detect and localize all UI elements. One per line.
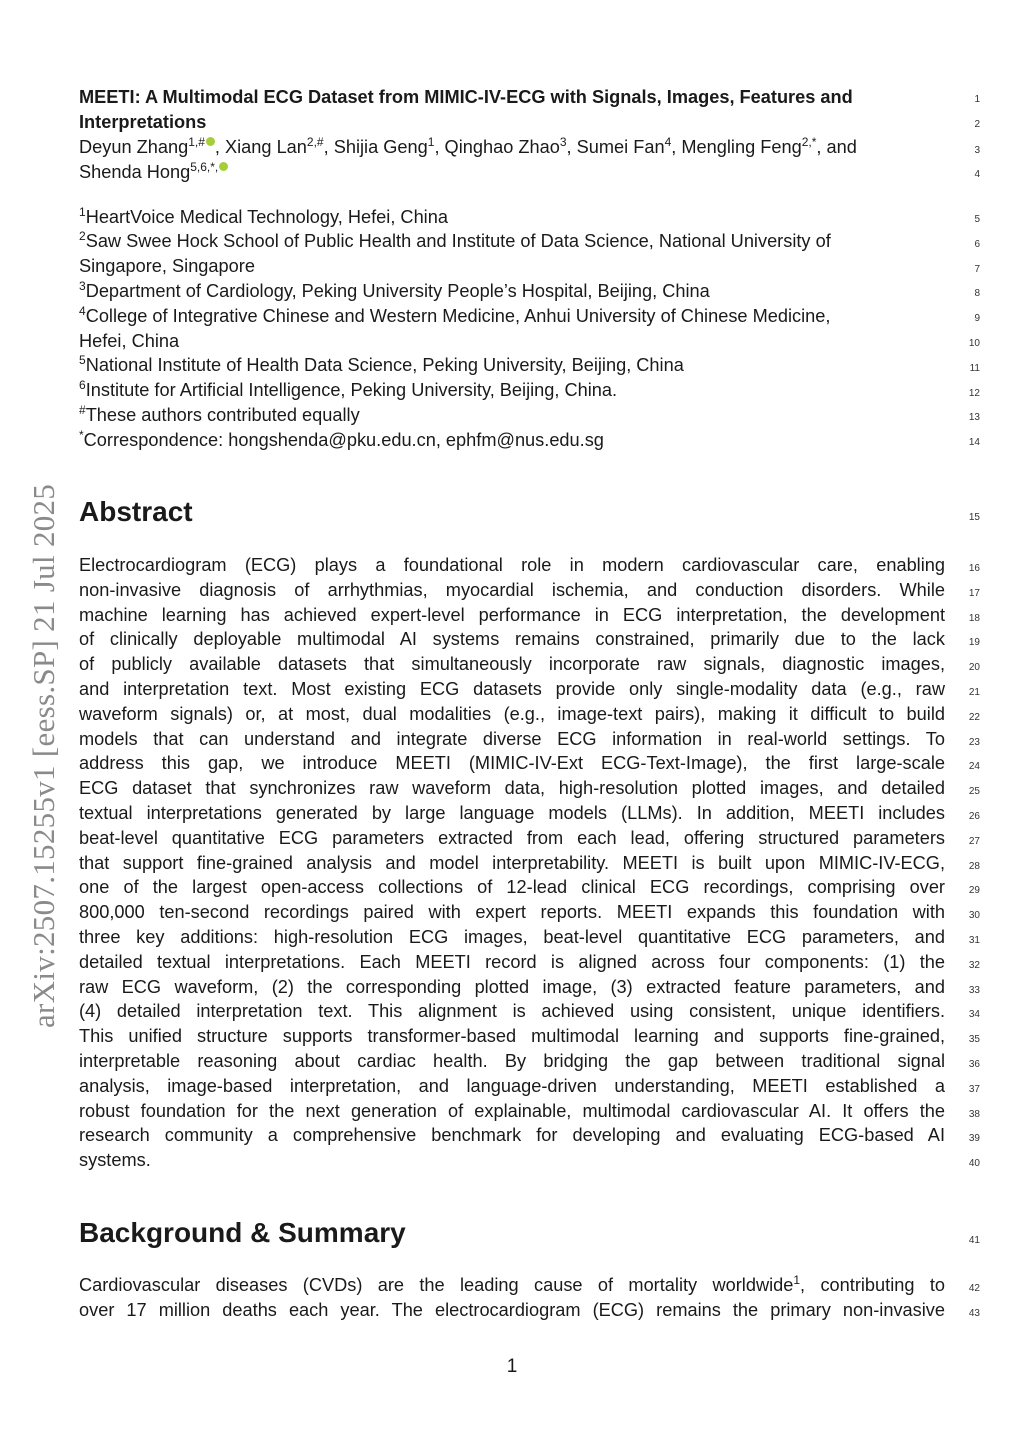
line-number: 28: [968, 860, 980, 872]
arxiv-stamp: arXiv:2507.15255v1 [eess.SP] 21 Jul 2025: [26, 483, 61, 1028]
paper-title-line: Interpretations: [79, 112, 207, 132]
abstract-line: beat-level quantitative ECG parameters extracted from each lead, offering structured parameters: [79, 827, 945, 848]
text-run: Department of Cardiology, Peking University People’s Hospital, Beijing, China: [85, 280, 710, 301]
line-number: 23: [968, 736, 980, 748]
line-number: 22: [968, 711, 980, 723]
abstract-line: detailed textual interpretations. Each MEETI record is aligned across four components: (1) the: [79, 951, 945, 972]
text-run: National Institute of Health Data Science, Peking University, Beijing, China: [85, 355, 684, 376]
line-number: 42: [968, 1283, 980, 1294]
superscript: 5,6,*,: [190, 160, 219, 174]
line-number: 40: [968, 1158, 980, 1170]
text-run: College of Integrative Chinese and Western Medicine, Anhui University of Chinese Medicine,: [85, 305, 831, 326]
abstract-line: robust foundation for the next generation of explainable, multimodal cardiovascular AI. It offers the: [79, 1100, 945, 1121]
abstract-line: This unified structure supports transformer-based multimodal learning and supports fine-grained,: [79, 1026, 945, 1047]
affiliation-line: [79, 428, 945, 453]
line-number: 25: [968, 786, 980, 798]
superscript: 5: [79, 353, 86, 368]
abstract-line: machine learning has achieved expert-level performance in ECG interpretation, the development: [79, 604, 945, 625]
line-number: 36: [968, 1059, 980, 1070]
line-number: 19: [968, 637, 980, 649]
line-number: 39: [968, 1133, 980, 1145]
abstract-heading: Abstract: [79, 496, 193, 527]
line-number: 12: [968, 387, 980, 399]
line-number: 43: [968, 1308, 980, 1319]
affiliation-line: [79, 403, 945, 428]
line-number: 26: [968, 811, 980, 822]
superscript: 2,*: [801, 135, 817, 149]
line-number: 15: [968, 512, 980, 523]
text-run: Cardiovascular diseases (CVDs) are the leading cause of mortality worldwide: [79, 1275, 794, 1295]
line-number: 16: [968, 563, 980, 574]
superscript: 4: [79, 303, 86, 318]
text-run: Shenda Hong: [79, 162, 191, 182]
affiliation-line: [79, 229, 945, 254]
text-run: Institute for Artificial Intelligence, Peking University, Beijing, China.: [85, 380, 618, 401]
line-number: 14: [968, 437, 980, 449]
abstract-line: systems.: [79, 1150, 151, 1171]
line-number: 9: [974, 313, 980, 325]
line-number: 20: [968, 662, 980, 674]
line-number: 6: [974, 238, 980, 250]
line-number: 32: [968, 959, 980, 971]
abstract-line: Electrocardiogram (ECG) plays a foundational role in modern cardiovascular care, enabling: [79, 555, 945, 575]
superscript: #: [79, 402, 86, 417]
affiliation-line: [79, 378, 945, 403]
text-run: , Qinghao Zhao: [434, 137, 560, 157]
text-run: , contributing to: [800, 1275, 945, 1295]
line-number: 8: [974, 288, 980, 300]
line-number: 27: [968, 835, 980, 847]
text-run: Deyun Zhang: [79, 137, 189, 157]
text-run: , Xiang Lan: [214, 137, 307, 157]
line-number: 31: [968, 935, 980, 946]
line-number: 41: [968, 1235, 980, 1246]
text-run: Hefei, China: [79, 330, 180, 351]
line-number: 24: [968, 761, 980, 773]
abstract-line: interpretable reasoning about cardiac health. By bridging the gap between traditional signal: [79, 1051, 945, 1071]
author-line: [79, 135, 945, 160]
line-number: 35: [968, 1034, 980, 1046]
affiliation-line: [79, 254, 945, 279]
line-number: 1: [974, 94, 980, 105]
line-number: 10: [968, 338, 980, 349]
affiliation-line: [79, 279, 945, 304]
line-number: 13: [968, 412, 980, 424]
superscript: 2: [79, 229, 86, 244]
text-run: Correspondence: hongshenda@pku.edu.cn, ephfm@nus.edu.sg: [83, 429, 604, 450]
abstract-line: ECG dataset that synchronizes raw waveform data, high-resolution plotted images, and detailed: [79, 778, 945, 799]
superscript: 3: [79, 278, 86, 293]
abstract-line: 800,000 ten-second recordings paired with expert reports. MEETI expands this foundation with: [79, 902, 945, 923]
abstract-line: (4) detailed interpretation text. This alignment is achieved using consistent, unique identifiers.: [79, 1001, 945, 1022]
line-number: 4: [974, 169, 980, 180]
superscript: 4: [664, 135, 672, 149]
abstract-line: models that can understand and integrate diverse ECG information in real-world settings. To: [79, 728, 945, 749]
abstract-line: one of the largest open-access collections of 12-lead clinical ECG recordings, comprising over: [79, 877, 945, 898]
line-number: 2: [974, 119, 980, 130]
superscript: 1: [793, 1273, 801, 1287]
abstract-line: address this gap, we introduce MEETI (MIMIC-IV-Ext ECG-Text-Image), the first large-scale: [79, 753, 945, 774]
superscript: 2,#: [306, 135, 324, 149]
superscript: 3: [559, 135, 567, 149]
author-line: [79, 160, 945, 185]
background-line: [79, 1273, 945, 1298]
superscript: 1: [427, 135, 435, 149]
line-number: 21: [968, 687, 980, 698]
background-heading: Background & Summary: [79, 1217, 406, 1248]
abstract-line: non-invasive diagnosis of arrhythmias, myocardial ischemia, and conduction disorders. While: [79, 579, 945, 600]
paper-title-line: MEETI: A Multimodal ECG Dataset from MIMIC-IV-ECG with Signals, Images, Features and: [79, 87, 853, 107]
text-run: , Sumei Fan: [566, 137, 665, 157]
text-run: HeartVoice Medical Technology, Hefei, China: [85, 206, 448, 227]
superscript: 6: [79, 378, 86, 393]
line-number: 34: [968, 1009, 980, 1021]
orcid-icon: [219, 162, 228, 171]
abstract-line: raw ECG waveform, (2) the corresponding plotted image, (3) extracted feature parameters, and: [79, 976, 945, 997]
abstract-line: waveform signals) or, at most, dual modalities (e.g., image-text pairs), making it difficult to build: [79, 703, 945, 724]
text-run: Saw Swee Hock School of Public Health and Institute of Data Science, National University of: [85, 231, 831, 252]
text-run: , Mengling Feng: [671, 137, 802, 157]
abstract-line: of publicly available datasets that simultaneously incorporate raw signals, diagnostic images,: [79, 654, 945, 675]
abstract-line: analysis, image-based interpretation, and language-driven understanding, MEETI established a: [79, 1075, 945, 1096]
superscript: 1: [79, 204, 86, 219]
line-number: 5: [974, 214, 980, 225]
line-number: 29: [968, 885, 980, 897]
abstract-line: textual interpretations generated by large language models (LLMs). In addition, MEETI includes: [79, 803, 945, 823]
line-number: 17: [968, 587, 980, 599]
text-run: These authors contributed equally: [85, 404, 360, 425]
background-line: [79, 1298, 945, 1323]
line-number: 11: [969, 362, 980, 374]
text-run: , and: [816, 137, 857, 157]
line-number: 3: [974, 145, 980, 156]
affiliation-line: [79, 304, 945, 329]
superscript: *: [79, 427, 84, 442]
line-number: 7: [974, 263, 980, 275]
affiliation-line: [79, 353, 945, 378]
line-number: 30: [968, 910, 980, 922]
abstract-line: three key additions: high-resolution ECG images, beat-level quantitative ECG parameters, and: [79, 927, 945, 947]
orcid-icon: [206, 137, 215, 146]
affiliation-line: [79, 329, 945, 354]
page-number: 1: [506, 1356, 518, 1377]
abstract-line: that support fine-grained analysis and model interpretability. MEETI is built upon MIMIC-IV-ECG,: [79, 852, 945, 873]
abstract-line: and interpretation text. Most existing ECG datasets provide only single-modality data (e.g., raw: [79, 679, 945, 699]
line-number: 33: [968, 984, 980, 996]
abstract-line: of clinically deployable multimodal AI systems remains constrained, primarily due to the lack: [79, 629, 945, 650]
text-run: over 17 million deaths each year. The electrocardiogram (ECG) remains the primary non-invasive: [79, 1299, 945, 1320]
affiliation-line: [79, 205, 945, 230]
abstract-line: research community a comprehensive benchmark for developing and evaluating ECG-based AI: [79, 1125, 945, 1146]
text-run: , Shijia Geng: [323, 137, 428, 157]
line-number: 18: [968, 612, 980, 624]
superscript: 1,#: [188, 135, 205, 149]
text-run: Singapore, Singapore: [79, 256, 255, 277]
line-number: 37: [968, 1083, 980, 1095]
line-number: 38: [968, 1108, 980, 1120]
